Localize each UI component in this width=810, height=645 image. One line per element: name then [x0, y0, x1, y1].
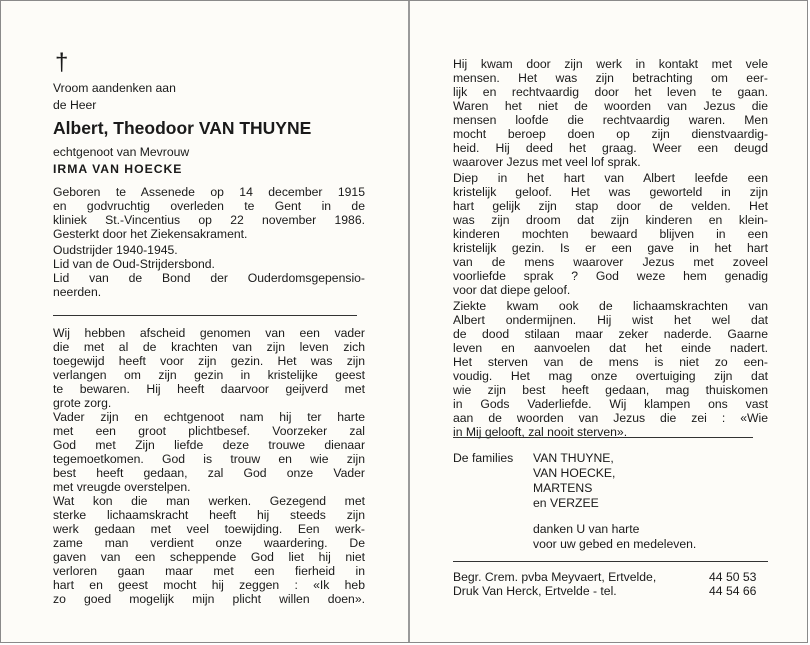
printer-line: Druk Van Herck, Ertvelde - tel. — [453, 584, 617, 598]
bio-line: Geboren te Assenede op 14 december 1915 — [53, 185, 365, 199]
thanks-line: voor uw gebed en medeleven. — [533, 537, 697, 551]
intro-line: de Heer — [53, 98, 97, 112]
text-line: gaven van een scheppende God liet hij niet — [53, 550, 365, 564]
bio-line: kliniek St.-Vincentius op 22 november 1986. — [53, 213, 365, 227]
text-line: Het sterven van de mens is niet zo een- — [453, 355, 768, 369]
families-label: De families — [453, 451, 514, 465]
text-line: aan de woorden van Jezus die zei : «Wie — [453, 411, 768, 425]
printer-line: Begr. Crem. pvba Meyvaert, Ertvelde, — [453, 570, 657, 584]
spouse-name: IRMA VAN HOECKE — [53, 162, 183, 176]
text-line: was zijn droom dat zijn kinderen en klein- — [453, 213, 768, 227]
text-line: leven en aanvoelen dat het einde nadert. — [453, 341, 768, 355]
text-line: toegewijd heeft voor zijn gezin. Het was zijn — [53, 354, 365, 368]
text-line: heid. Hij deed het graag. Weer een deugd — [453, 141, 768, 155]
text-line: grote zorg. — [53, 396, 112, 410]
text-line: die met al de krachten van zijn leven zich — [53, 340, 365, 354]
divider — [53, 315, 357, 316]
text-line: met een groot plichtbesef. Voorzeker zal — [53, 424, 365, 438]
text-line: zame man verdient onze waardering. De — [53, 536, 365, 550]
text-line: wie zijn best heeft gedaan, mag thuiskomen — [453, 383, 768, 397]
text-line: Diep in het hart van Albert leefde een — [453, 171, 768, 185]
printer-phone: 44 54 66 — [709, 584, 757, 598]
bio-line: en godvruchtig overleden te Gent in de — [53, 199, 365, 213]
membership-line: Lid van de Bond der Ouderdomsgepensio- — [53, 271, 365, 285]
text-line: Wat kon die man werken. Gezegend met — [53, 494, 365, 508]
text-line: Albert ondermijnen. Hij wist het wel dat — [453, 313, 768, 327]
text-line: lijk en rechtvaardig door het leven te gaan. — [453, 85, 768, 99]
printer-phone: 44 50 53 — [709, 570, 757, 584]
text-line: kristelijk gezin. Is er een gave in het hart — [453, 241, 768, 255]
membership-line: Lid van de Oud-Strijdersbond. — [53, 257, 215, 271]
text-line: hart gelijk zijn stap door de velden. Het — [453, 199, 768, 213]
intro-line: Vroom aandenken aan — [53, 81, 176, 95]
family-name: MARTENS — [533, 481, 593, 495]
text-line: tegemoetkomen. God is trouw en wie zijn — [53, 452, 365, 466]
text-line: Hij kwam door zijn werk in kontakt met vele — [453, 57, 768, 71]
text-line: de dood stilaan maar zeker naderde. Gaarne — [453, 327, 768, 341]
card-fold — [408, 1, 410, 643]
text-line: sterke lichaamskracht heeft hij steeds zijn — [53, 508, 365, 522]
text-line: kinderen mochten bewaard blijven in een — [453, 227, 768, 241]
cross-symbol: † — [55, 49, 69, 76]
spouse-intro: echtgenoot van Mevrouw — [53, 145, 190, 159]
text-line: Ziekte kwam ook de lichaamskrachten van — [453, 299, 768, 313]
text-line: te bewaren. Hij heeft daarvoor geijverd met — [53, 382, 365, 396]
divider — [453, 437, 753, 438]
text-line: voor dat diepe geloof. — [453, 283, 571, 297]
text-line: verlangen om zijn gezin in kristelijke geest — [53, 368, 365, 382]
family-name: VAN THUYNE, — [533, 451, 614, 465]
text-line: mocht beroep doen op zijn dienstvaardig- — [453, 127, 768, 141]
text-line: Waren het niet de woorden van Jezus die — [453, 99, 768, 113]
text-line: waarover Jezus met veel lof sprak. — [453, 155, 641, 169]
text-line: best heeft gedaan, zal God onze Vader — [53, 466, 365, 480]
membership-line: neerden. — [53, 285, 102, 299]
bio-line: Gesterkt door het Ziekensakrament. — [53, 227, 248, 241]
family-name: VAN HOECKE, — [533, 466, 616, 480]
deceased-name: Albert, Theodoor VAN THUYNE — [53, 118, 312, 138]
divider — [453, 561, 768, 562]
membership-line: Oudstrijder 1940-1945. — [53, 243, 178, 257]
text-line: zo goed mogelijk mijn plicht willen doen». — [53, 592, 365, 606]
text-line: Wij hebben afscheid genomen van een vader — [53, 326, 365, 340]
text-line: kristelijk geloof. Het was geworteld in zijn — [453, 185, 768, 199]
text-line: voorliefde sprak ? God weze hem genadig — [453, 269, 768, 283]
text-line: verloren gaan maar met een fierheid in — [53, 564, 365, 578]
text-line: voudig. Het mag onze overtuiging zijn dat — [453, 369, 768, 383]
text-line: werk gedaan met veel toewijding. Een werk- — [53, 522, 365, 536]
thanks-line: danken U van harte — [533, 522, 640, 536]
text-line: hart en geest mocht hij zeggen : «Ik heb — [53, 578, 365, 592]
text-line: mensen. Het was zijn betrachting om eer- — [453, 71, 768, 85]
text-line: mensen loofde die rechtvaardig waren. Men — [453, 113, 768, 127]
family-name: en VERZEE — [533, 496, 599, 510]
text-line: Vader zijn en echtgenoot nam hij ter harte — [53, 410, 365, 424]
text-line: in Mij gelooft, zal nooit sterven». — [453, 425, 628, 439]
text-line: in Gods Vaderliefde. Wij klampen ons vast — [453, 397, 768, 411]
text-line: met vreugde overstelpen. — [53, 480, 191, 494]
text-line: van de mens waarover Jezus met zoveel — [453, 255, 768, 269]
text-line: God met Zijn liefde deze trouwe dienaar — [53, 438, 365, 452]
